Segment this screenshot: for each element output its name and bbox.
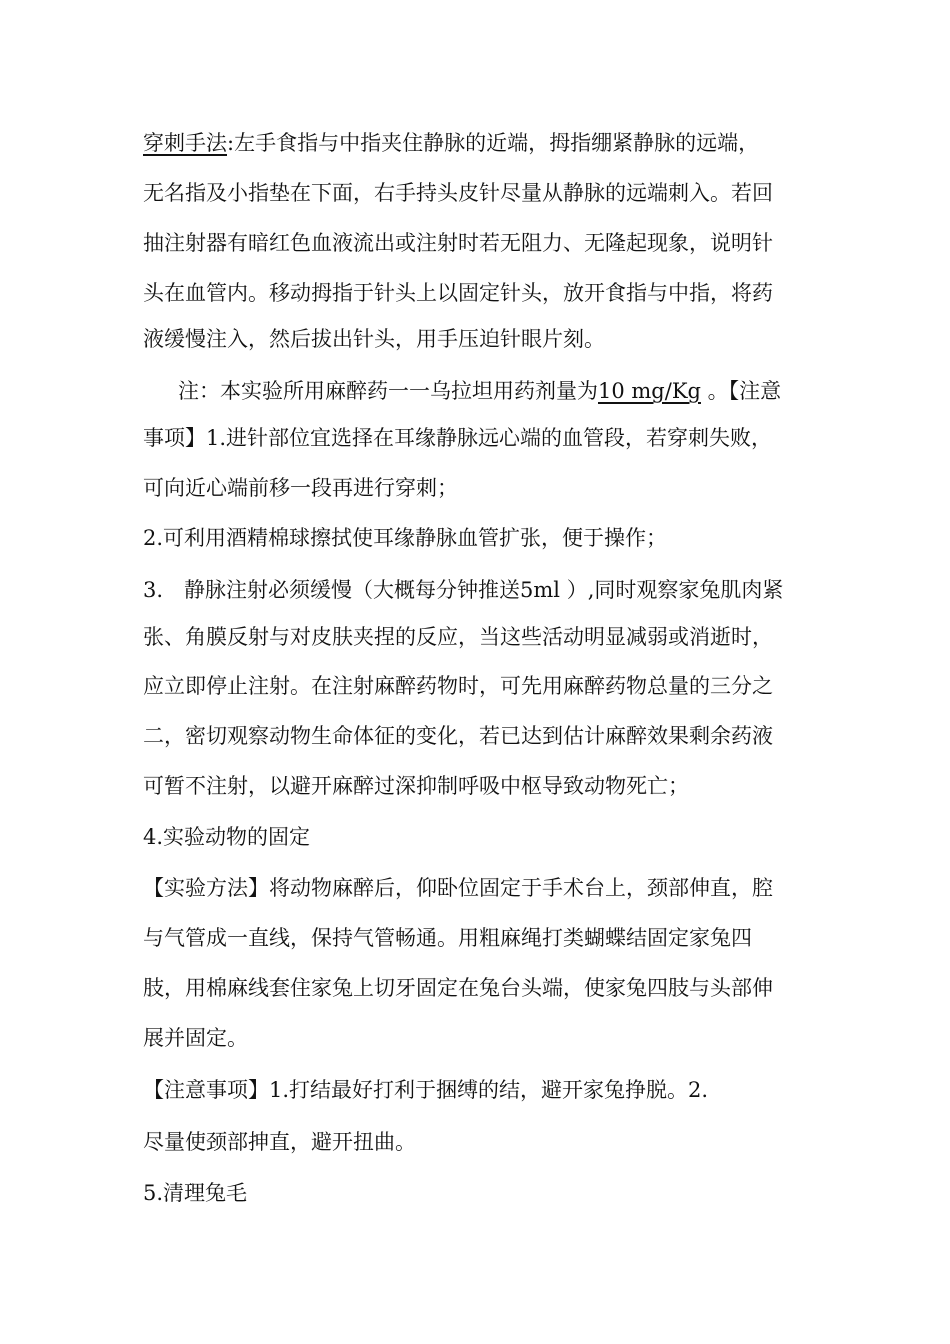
text-line: 张、角膜反射与对皮肤夹捏的反应，当这些活动明显减弱或消逝时，	[143, 625, 773, 649]
text-line: 头在血管内。移动拇指于针头上以固定针头，放开食指与中指，将药	[143, 281, 773, 305]
text-line: 2.可利用酒精棉球擦拭使耳缘静脉血管扩张，便于操作；	[143, 526, 668, 550]
text-line	[143, 128, 759, 158]
section-heading: 5.清理兔毛	[143, 1181, 248, 1205]
text-line: 展并固定。	[143, 1026, 248, 1050]
text-line: 可向近心端前移一段再进行穿刺；	[143, 476, 458, 500]
text-line: 尽量使颈部抻直，避开扭曲。	[143, 1130, 416, 1154]
text-line: 抽注射器有暗红色血液流出或注射时若无阻力、无隆起现象，说明针	[143, 231, 773, 255]
underlined-term: 穿刺手法	[143, 131, 227, 155]
text-span: :左手食指与中指夹住静脉的近端，拇指绷紧静脉的远端，	[227, 131, 760, 155]
text-span: 注：本实验所用麻醉药一一乌拉坦用药剂量为	[178, 379, 598, 403]
text-line: 【注意事项】1.打结最好打利于捆缚的结，避开家兔挣脱。2.	[143, 1078, 709, 1102]
text-line: 液缓慢注入，然后拔出针头，用手压迫针眼片刻。	[143, 327, 605, 351]
text-line: 3. 静脉注射必须缓慢（大概每分钟推送5ml ）,同时观察家兔肌肉紧	[143, 578, 784, 602]
dose-value: 10 mg/Kg	[598, 379, 701, 403]
text-line: 应立即停止注射。在注射麻醉药物时，可先用麻醉药物总量的三分之	[143, 674, 773, 698]
text-span: 。【注意	[700, 379, 782, 403]
text-line: 事项】1.进针部位宜选择在耳缘静脉远心端的血管段，若穿刺失败，	[143, 426, 773, 450]
text-line: 可暂不注射，以避开麻醉过深抑制呼吸中枢导致动物死亡；	[143, 774, 689, 798]
text-line: 【实验方法】将动物麻醉后，仰卧位固定于手术台上，颈部伸直，腔	[143, 876, 773, 900]
text-line: 与气管成一直线，保持气管畅通。用粗麻绳打类蝴蝶结固定家兔四	[143, 926, 752, 950]
section-heading: 4.实验动物的固定	[143, 825, 311, 849]
text-line	[178, 376, 781, 406]
text-line: 肢，用棉麻线套住家兔上切牙固定在兔台头端，使家兔四肢与头部伸	[143, 976, 773, 1000]
text-line: 二，密切观察动物生命体征的变化，若已达到估计麻醉效果剩余药液	[143, 724, 773, 748]
text-line: 无名指及小指垫在下面，右手持头皮针尽量从静脉的远端刺入。若回	[143, 181, 773, 205]
